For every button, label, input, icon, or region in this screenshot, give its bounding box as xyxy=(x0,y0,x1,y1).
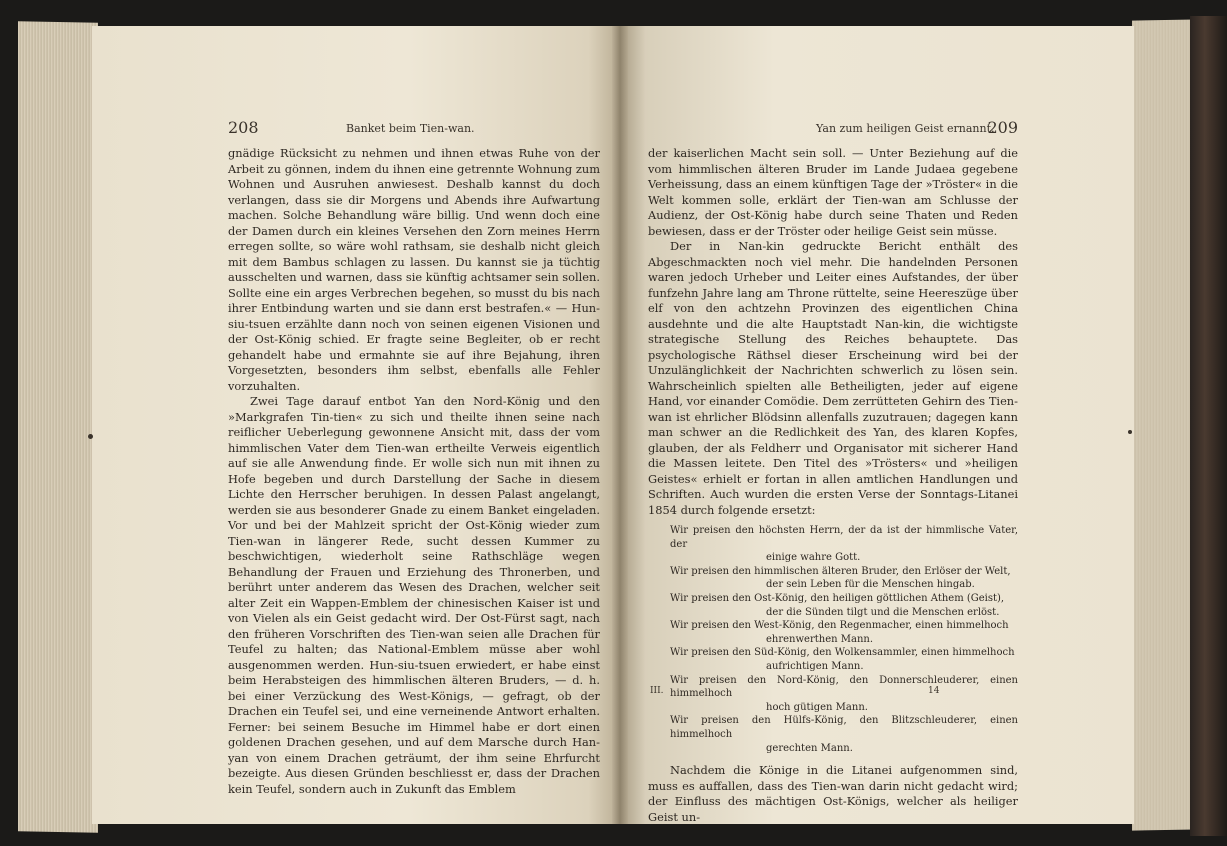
paragraph: Zwei Tage darauf entbot Yan den Nord-König und den »Markgrafen Tin-tien« zu sich und theilte ihnen seine nach reiflicher Ueberlegung gewonnene Ansicht mit, dass der vom himmlischen Vater dem Tien-wan ertheilte Verweis eigentlich auf sie alle Anwendung finde. Er wolle sich nun mit ihnen zu Hofe begeben und durch Darstellung der Sache in diesem Lichte den Herrscher beruhigen. In dessen Palast angelangt, werden sie aus besonderer Gnade zu einem Banket eingeladen. Vor und bei der Mahlzeit spricht der Ost-König wieder zum Tien-wan in längerer Rede, sucht dessen Kummer zu beschwichtigen, wiederholt seine Rathschläge wegen Behandlung der Frauen und Erziehung des Thronerben, und berührt unter anderem das Wesen des Drachen, welcher seit alter Zeit ein Wappen-Emblem der chinesischen Kaiser ist und von Vielen als ein Geist gedacht wird. Der Ost-Fürst sagt, nach den früheren Vorschriften des Tien-wan seien alle Drachen für Teufel zu halten; das National-Emblem müsse aber wohl ausgenommen werden. Hun-siu-tsuen erwiedert, er habe einst beim Herabsteigen des himmlischen älteren Bruders, — d. h. bei einer Verzückung des West-Königs, — gefragt, ob der Drachen ein Teufel sei, und eine verneinende Antwort erhalten. Ferner: bei seinem Besuche im Himmel habe er dort einen goldenen Drachen gesehen, und auf dem Marsche durch Han-yan von einem Drachen geträumt, der ihm seine Ehrfurcht bezeigte. Aus diesen Gründen beschliesst er, dass der Drachen kein Teufel, sondern auch in Zukunft das Emblem xyxy=(228,394,600,796)
paragraph: Der in Nan-kin gedruckte Bericht enthält des Abgeschmackten noch viel mehr. Die handelnden Personen waren jedoch Urheber und Leiter eines Aufstandes, der über funfzehn Jahre lang am Throne rüttelte, seine Heereszüge über elf von den achtzehn Provinzen des eigentlichen China ausdehnte und die alte Hauptstadt Nan-kin, die wichtigste strategische Stellung des Reiches behauptete. Das psychologische Räthsel dieser Erscheinung wird bei der Unzulänglichkeit der Nachrichten schwerlich zu lösen sein. Wahrscheinlich spielten alle Betheiligten, jeder auf eigene Hand, vor einander Comödie. Dem zerrütteten Gehirn des Tien-wan ist ehrlicher Blödsinn allenfalls zuzutrauen; dagegen kann man schwer an die Redlichkeit des Yan, des klaren Kopfes, glauben, der als Feldherr und Organisator mit sicherer Hand die Massen leitete. Den Titel des »Trösters« und »heiligen Geistes« erhielt er fortan in allen amtlichen Handlungen und Schriften. Auch wurden die ersten Verse der Sonntags-Litanei 1854 durch folgende ersetzt: xyxy=(648,239,1018,517)
litany-line: Wir preisen den West-König, den Regenmacher, einen himmelhoch xyxy=(670,620,1009,632)
signature-number: 14 xyxy=(928,686,940,696)
right-running-head: Yan zum heiligen Geist ernannt. xyxy=(816,122,995,135)
litany-line-cont: der die Sünden tilgt und die Menschen erlöst. xyxy=(766,606,1000,618)
litany-line-cont: ehrenwerthen Mann. xyxy=(766,633,874,645)
litany-line: Wir preisen den Hülfs-König, den Blitzschleuderer, einen himmelhoch xyxy=(670,715,1018,740)
paragraph: der kaiserlichen Macht sein soll. — Unter Beziehung auf die vom himmlischen älteren Bruder im Lande Judaea gegebene Verheissung, dass an einem künftigen Tage der »Tröster« in die Welt kommen solle, erklärt der Tien-wan am Schlusse der Audienz, der Ost-König habe durch seine Thaten und Reden bewiesen, dass er der Tröster oder heilige Geist sein müsse. xyxy=(648,146,1018,238)
right-page-number: 209 xyxy=(987,118,1018,137)
left-page-edges xyxy=(18,21,98,832)
litany-line: Wir preisen den Süd-König, den Wolkensammler, einen himmelhoch xyxy=(670,647,1015,659)
left-page-header xyxy=(228,118,608,142)
left-running-head: Banket beim Tien-wan. xyxy=(346,122,475,135)
book-gutter xyxy=(612,26,628,824)
litany-line-cont: aufrichtigen Mann. xyxy=(766,660,864,672)
book-cover xyxy=(1190,16,1227,836)
litany-line: Wir preisen den himmlischen älteren Bruder, den Erlöser der Welt, xyxy=(670,565,1011,577)
litany-line: Wir preisen den höchsten Herrn, der da ist der himmlische Vater, der xyxy=(670,525,1018,550)
litany-verses xyxy=(648,524,1018,755)
litany-line-cont: der sein Leben für die Menschen hingab. xyxy=(766,579,975,591)
signature-mark: III. xyxy=(650,686,664,696)
paragraph: gnädige Rücksicht zu nehmen und ihnen etwas Ruhe von der Arbeit zu gönnen, indem du ihnen eine getrennte Wohnung zum Wohnen und Ausruhen anwiesest. Deshalb kannst du doch verlangen, dass sie dir Morgens und Abends ihre Aufwartung machen. Solche Behandlung wäre billig. Und wenn doch eine der Damen durch ein kleines Versehen den Zorn meines Herrn erregen sollte, so wäre wohl rathsam, sie deshalb nicht gleich mit dem Bambus schlagen zu lassen. Du kannst sie ja tüchtig ausschelten und warnen, dass sie künftig achtsamer sein sollen. Sollte eine ein arges Verbrechen begehen, so musst du bis nach ihrer Entbindung warten und sie dann erst bestrafen.« — Hun-siu-tsuen erzählte dann noch von seinen eigenen Visionen und der Ost-König schied. Er fragte seine Begleiter, ob er recht gehandelt habe und ermahnte sie auf ihre Bejahung, ihren Vorgesetzten, besonders ihm selbst, ebenfalls alle Fehler vorzuhalten. xyxy=(228,146,600,393)
page-mark-dot xyxy=(88,434,93,439)
page-mark-dot xyxy=(1128,430,1132,434)
left-page-number: 208 xyxy=(228,118,259,137)
litany-line: Wir preisen den Nord-König, den Donnerschleuderer, einen himmelhoch xyxy=(670,674,1018,700)
litany-line-cont: einige wahre Gott. xyxy=(766,552,861,564)
right-page-body xyxy=(648,146,1018,825)
left-page-body xyxy=(228,146,600,797)
litany-line: Wir preisen den Ost-König, den heiligen göttlichen Athem (Geist), xyxy=(670,592,1005,604)
litany-line-cont: gerechten Mann. xyxy=(766,742,853,754)
right-page-header xyxy=(648,118,1018,142)
litany-line-cont: hoch gütigen Mann. xyxy=(766,701,868,713)
closing-paragraph: Nachdem die Könige in die Litanei aufgenommen sind, muss es auffallen, dass des Tien-wan darin nicht gedacht wird; der Einfluss des mächtigen Ost-Königs, welcher als heiliger Geist un- xyxy=(648,763,1018,824)
